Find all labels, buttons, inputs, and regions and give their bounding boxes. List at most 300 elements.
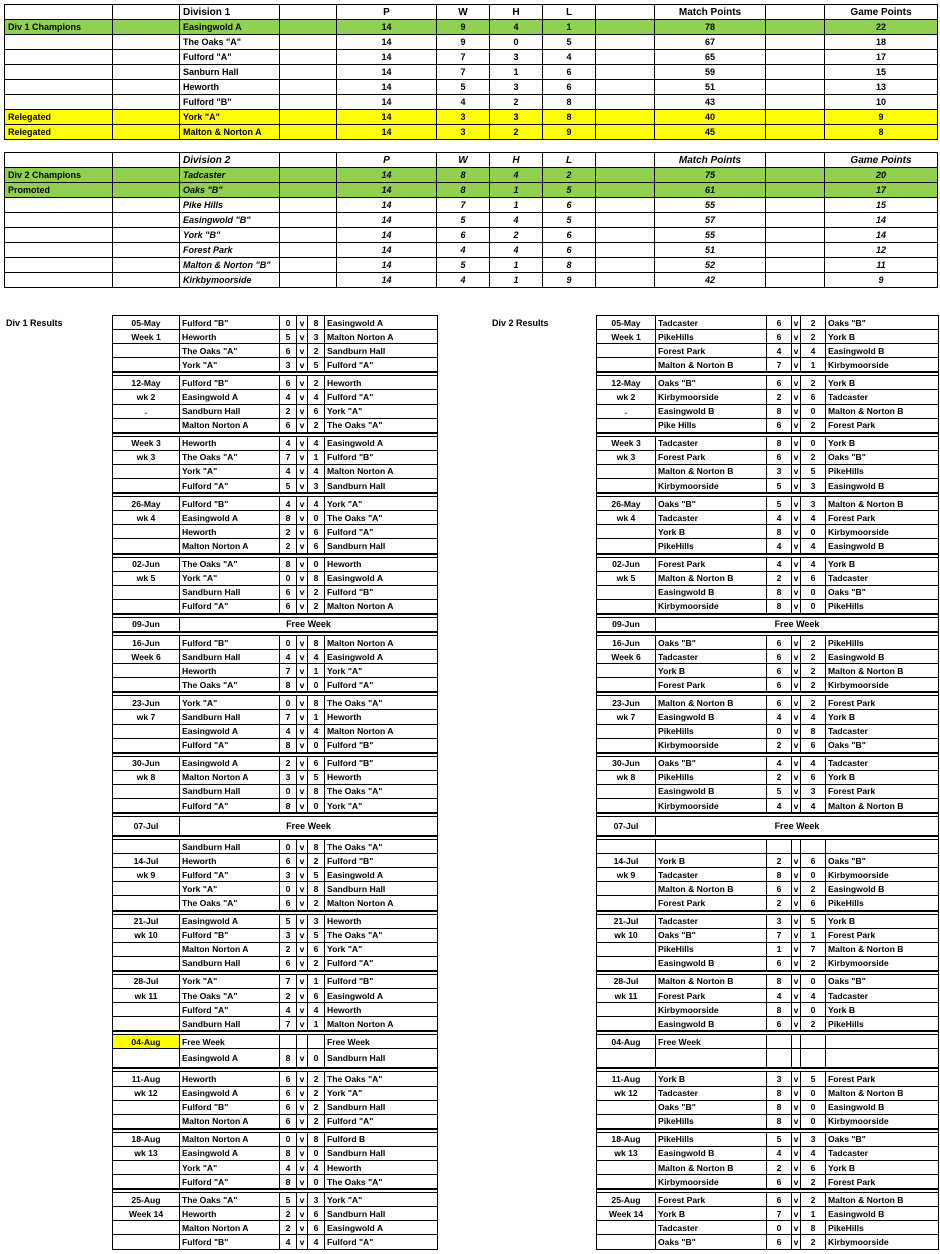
away-score: 8 xyxy=(308,635,325,649)
away-score xyxy=(801,840,826,854)
versus-label xyxy=(792,1049,801,1069)
away-team: Fulford "B" xyxy=(325,854,438,868)
versus-label: v xyxy=(297,914,308,928)
away-team: Malton & Norton B xyxy=(826,497,939,511)
played-value: 14 xyxy=(337,65,437,80)
away-score: 2 xyxy=(308,896,325,911)
match-points-value: 51 xyxy=(655,80,766,95)
home-score: 4 xyxy=(767,344,792,358)
versus-label: v xyxy=(297,854,308,868)
week-label xyxy=(597,896,656,911)
game-points-value: 17 xyxy=(825,50,938,65)
halved-value: 1 xyxy=(490,258,543,273)
week-label xyxy=(597,1017,656,1032)
versus-label: v xyxy=(297,650,308,664)
won-value: 4 xyxy=(437,243,490,258)
fixture-row xyxy=(597,316,939,330)
home-score: 5 xyxy=(767,784,792,798)
versus-label: v xyxy=(297,450,308,464)
home-team: Fulford "B" xyxy=(180,1100,280,1114)
versus-label: v xyxy=(297,710,308,724)
home-team: Malton & Norton B xyxy=(656,464,767,478)
week-label: wk 13 xyxy=(113,1146,180,1160)
game-points-value: 9 xyxy=(825,273,938,288)
away-team: York "A" xyxy=(325,664,438,678)
fixture-row xyxy=(113,479,438,494)
away-score: 6 xyxy=(308,539,325,554)
away-team: Easingwold A xyxy=(325,989,438,1003)
empty-cell xyxy=(113,65,180,80)
empty-cell xyxy=(766,258,825,273)
home-team: Easingwold A xyxy=(180,914,280,928)
home-team: Malton & Norton B xyxy=(656,696,767,710)
team-name: Oaks "B" xyxy=(180,183,280,198)
empty-cell xyxy=(113,20,180,35)
away-team: Heworth xyxy=(325,376,438,390)
versus-label: v xyxy=(297,404,308,418)
home-team: The Oaks "A" xyxy=(180,989,280,1003)
versus-label: v xyxy=(297,974,308,988)
away-score: 8 xyxy=(308,696,325,710)
home-score: 6 xyxy=(280,599,297,614)
home-team: Easingwold A xyxy=(180,724,280,738)
away-team: Fulford "A" xyxy=(325,1114,438,1129)
home-team: Forest Park xyxy=(656,1193,767,1207)
halved-value: 1 xyxy=(490,273,543,288)
empty-cell xyxy=(596,95,655,110)
home-team: The Oaks "A" xyxy=(180,1193,280,1207)
div2-results-title: Div 2 Results xyxy=(492,318,549,328)
away-score: 4 xyxy=(801,989,826,1003)
standings-row xyxy=(5,110,938,125)
week-label: Week 1 xyxy=(597,330,656,344)
away-score: 4 xyxy=(801,756,826,770)
versus-label: v xyxy=(297,539,308,554)
fixture-row xyxy=(597,1100,939,1114)
fixture-row xyxy=(597,974,939,988)
week-label xyxy=(113,585,180,599)
away-score xyxy=(801,1049,826,1069)
away-score: 4 xyxy=(308,390,325,404)
home-score: 6 xyxy=(767,882,792,896)
division-1-table xyxy=(4,4,938,140)
away-score: 8 xyxy=(801,1221,826,1235)
away-team: Tadcaster xyxy=(826,390,939,404)
away-team: York "A" xyxy=(325,799,438,814)
home-score: 7 xyxy=(280,664,297,678)
versus-label: v xyxy=(792,1146,801,1160)
home-score: 8 xyxy=(280,678,297,693)
week-label xyxy=(597,882,656,896)
away-score: 6 xyxy=(801,738,826,753)
week-label: . xyxy=(597,404,656,418)
fixture-row xyxy=(113,650,438,664)
away-team: Easingwold B xyxy=(826,882,939,896)
home-team: York "A" xyxy=(180,974,280,988)
fixture-row xyxy=(597,724,939,738)
away-score: 4 xyxy=(801,344,826,358)
away-team: The Oaks "A" xyxy=(325,696,438,710)
away-team: Fulford "B" xyxy=(325,756,438,770)
away-team: York "A" xyxy=(325,942,438,956)
fixture-row xyxy=(113,436,438,450)
fixture-row xyxy=(597,770,939,784)
home-team: Fulford "B" xyxy=(180,635,280,649)
empty-cell xyxy=(5,5,113,20)
away-score: 2 xyxy=(308,376,325,390)
fixture-row xyxy=(597,390,939,404)
fixture-row xyxy=(597,1160,939,1174)
week-label: 16-Jun xyxy=(113,635,180,649)
week-label: 28-Jul xyxy=(113,974,180,988)
away-team: Forest Park xyxy=(826,928,939,942)
versus-label: v xyxy=(297,738,308,753)
away-team: Malton Norton A xyxy=(325,599,438,614)
away-team: Forest Park xyxy=(826,511,939,525)
home-score: 2 xyxy=(767,1160,792,1174)
away-score: 4 xyxy=(801,799,826,814)
lost-value: 1 xyxy=(543,20,596,35)
home-team: Malton Norton A xyxy=(180,418,280,433)
week-label xyxy=(113,1114,180,1129)
away-team: York B xyxy=(826,914,939,928)
home-team: Malton Norton A xyxy=(180,1114,280,1129)
team-name: Kirkbymoorside xyxy=(180,273,280,288)
versus-label: v xyxy=(297,511,308,525)
lost-value: 6 xyxy=(543,65,596,80)
away-score: 4 xyxy=(308,464,325,478)
versus-label: v xyxy=(297,784,308,798)
home-score: 2 xyxy=(767,571,792,585)
away-score: 2 xyxy=(801,678,826,693)
week-label xyxy=(113,418,180,433)
home-score: 2 xyxy=(280,1207,297,1221)
fixture-row xyxy=(597,868,939,882)
away-team: Forest Park xyxy=(826,784,939,798)
fixture-row xyxy=(113,724,438,738)
home-team: Tadcaster xyxy=(656,1221,767,1235)
home-score: 6 xyxy=(767,956,792,971)
home-score: 6 xyxy=(767,664,792,678)
week-label: Week 14 xyxy=(597,1207,656,1221)
away-team: Fulford "B" xyxy=(325,450,438,464)
played-value: 14 xyxy=(337,243,437,258)
away-score: 2 xyxy=(801,418,826,433)
versus-label: v xyxy=(297,390,308,404)
home-team: Malton Norton A xyxy=(180,1132,280,1146)
away-team: Forest Park xyxy=(826,418,939,433)
away-score: 0 xyxy=(308,1175,325,1190)
away-score: 7 xyxy=(801,942,826,956)
home-score: 8 xyxy=(280,738,297,753)
fixture-row xyxy=(597,1003,939,1017)
empty-cell xyxy=(766,183,825,198)
versus-label: v xyxy=(792,1086,801,1100)
empty-cell xyxy=(280,20,337,35)
away-team: Malton & Norton B xyxy=(826,664,939,678)
home-score: 6 xyxy=(767,1017,792,1032)
versus-label: v xyxy=(792,344,801,358)
week-label xyxy=(597,1221,656,1235)
status-label: Relegated xyxy=(5,125,113,140)
away-team: Fulford "B" xyxy=(325,585,438,599)
away-team: Tadcaster xyxy=(826,724,939,738)
home-score: 7 xyxy=(280,450,297,464)
home-team: Kirbymoorside xyxy=(656,1175,767,1190)
away-score: 8 xyxy=(308,1132,325,1146)
match-points-value: 67 xyxy=(655,35,766,50)
week-label: 02-Jun xyxy=(597,557,656,571)
fixture-row xyxy=(597,599,939,614)
empty-cell xyxy=(280,50,337,65)
versus-label: v xyxy=(792,571,801,585)
week-label xyxy=(113,1049,180,1069)
empty-cell xyxy=(113,95,180,110)
versus-label: v xyxy=(792,358,801,373)
away-score: 0 xyxy=(308,1049,325,1069)
home-team: Fulford "A" xyxy=(180,1175,280,1190)
fixture-row xyxy=(597,1086,939,1100)
fixture-row xyxy=(113,974,438,988)
week-label xyxy=(113,896,180,911)
status-label xyxy=(5,65,113,80)
home-team: Sandburn Hall xyxy=(180,710,280,724)
home-team xyxy=(656,840,767,854)
away-team: Kirbymoorside xyxy=(826,1235,939,1249)
away-team: Heworth xyxy=(325,770,438,784)
away-team: PikeHills xyxy=(826,635,939,649)
fixture-row xyxy=(113,1207,438,1221)
away-score: 4 xyxy=(801,1146,826,1160)
halved-value: 1 xyxy=(490,198,543,213)
home-score: 6 xyxy=(767,1175,792,1190)
away-team: Fulford "A" xyxy=(325,1235,438,1249)
away-team: York "A" xyxy=(325,1086,438,1100)
lost-value: 6 xyxy=(543,243,596,258)
away-score: 4 xyxy=(308,1160,325,1174)
away-team: Forest Park xyxy=(826,1175,939,1190)
week-label: 02-Jun xyxy=(113,557,180,571)
away-score: 1 xyxy=(801,1207,826,1221)
team-name: Heworth xyxy=(180,80,280,95)
fixture-row xyxy=(597,696,939,710)
played-header: P xyxy=(337,153,437,168)
empty-cell xyxy=(766,213,825,228)
home-score: 6 xyxy=(280,1100,297,1114)
fixture-row xyxy=(597,376,939,390)
week-label: 18-Aug xyxy=(597,1132,656,1146)
away-score: 3 xyxy=(801,479,826,494)
home-score: 7 xyxy=(767,928,792,942)
versus-label: v xyxy=(792,770,801,784)
fixture-row xyxy=(113,557,438,571)
table-header-row xyxy=(5,153,938,168)
week-label xyxy=(597,358,656,373)
empty-cell xyxy=(596,65,655,80)
match-points-value: 45 xyxy=(655,125,766,140)
away-score: 6 xyxy=(308,942,325,956)
standings-row xyxy=(5,258,938,273)
empty-cell xyxy=(280,95,337,110)
week-label xyxy=(597,799,656,814)
home-team: Malton & Norton B xyxy=(656,974,767,988)
away-score: 0 xyxy=(801,436,826,450)
status-label xyxy=(5,198,113,213)
week-label: wk 3 xyxy=(113,450,180,464)
versus-label: v xyxy=(792,557,801,571)
week-label: 14-Jul xyxy=(113,854,180,868)
home-team: Fulford "B" xyxy=(180,928,280,942)
away-team: Tadcaster xyxy=(826,756,939,770)
standings-row xyxy=(5,35,938,50)
versus-label: v xyxy=(297,928,308,942)
home-score: 4 xyxy=(767,511,792,525)
fixture-row xyxy=(113,1049,438,1069)
home-team: Malton & Norton B xyxy=(656,882,767,896)
week-label: 05-May xyxy=(597,316,656,330)
away-team: York B xyxy=(826,557,939,571)
home-score: 2 xyxy=(280,756,297,770)
versus-label: v xyxy=(297,1146,308,1160)
home-team: The Oaks "A" xyxy=(180,557,280,571)
away-score: 8 xyxy=(308,840,325,854)
away-score: 1 xyxy=(801,928,826,942)
versus-label: v xyxy=(792,989,801,1003)
week-label xyxy=(113,1175,180,1190)
free-week-label: Free Week xyxy=(180,617,438,632)
halved-value: 1 xyxy=(490,183,543,198)
home-score: 6 xyxy=(767,635,792,649)
won-value: 7 xyxy=(437,65,490,80)
home-team: Fulford "A" xyxy=(180,599,280,614)
home-score: 2 xyxy=(767,738,792,753)
week-label: wk 2 xyxy=(113,390,180,404)
away-score: 6 xyxy=(308,1221,325,1235)
versus-label: v xyxy=(792,1114,801,1129)
status-label xyxy=(5,213,113,228)
lost-value: 4 xyxy=(543,50,596,65)
fixture-row xyxy=(597,404,939,418)
home-score: 8 xyxy=(767,404,792,418)
away-team: The Oaks "A" xyxy=(325,1175,438,1190)
away-score: 6 xyxy=(308,989,325,1003)
home-score: 3 xyxy=(280,868,297,882)
status-label xyxy=(5,35,113,50)
week-label: 21-Jul xyxy=(113,914,180,928)
empty-cell xyxy=(766,198,825,213)
home-score: 4 xyxy=(280,390,297,404)
home-score: 8 xyxy=(767,436,792,450)
home-score: 4 xyxy=(767,989,792,1003)
week-label: 11-Aug xyxy=(113,1072,180,1086)
away-score: 8 xyxy=(308,571,325,585)
empty-cell xyxy=(766,110,825,125)
match-points-value: 51 xyxy=(655,243,766,258)
away-score: 0 xyxy=(801,585,826,599)
home-score: 2 xyxy=(280,989,297,1003)
away-team: The Oaks "A" xyxy=(325,784,438,798)
week-label: wk 13 xyxy=(597,1146,656,1160)
away-team: Kirbymoorside xyxy=(826,868,939,882)
week-label: 30-Jun xyxy=(597,756,656,770)
versus-label: v xyxy=(792,868,801,882)
home-team: York "A" xyxy=(180,696,280,710)
match-points-value: 43 xyxy=(655,95,766,110)
standings-row xyxy=(5,198,938,213)
away-team: Kirbymoorside xyxy=(826,678,939,693)
away-team: Fulford "A" xyxy=(325,678,438,693)
empty-cell xyxy=(113,243,180,258)
fixture-row xyxy=(597,358,939,373)
home-team: Easingwold A xyxy=(180,1049,280,1069)
away-team: Malton Norton A xyxy=(325,896,438,911)
home-team: Fulford "A" xyxy=(180,868,280,882)
won-value: 8 xyxy=(437,183,490,198)
home-team: Easingwold B xyxy=(656,784,767,798)
fixture-row xyxy=(597,571,939,585)
versus-label: v xyxy=(297,599,308,614)
week-label xyxy=(113,738,180,753)
empty-cell xyxy=(596,258,655,273)
fixture-row xyxy=(597,840,939,854)
versus-label: v xyxy=(297,942,308,956)
away-team: Sandburn Hall xyxy=(325,1207,438,1221)
away-team: Fulford "A" xyxy=(325,390,438,404)
home-team: PikeHills xyxy=(656,1132,767,1146)
home-score: 4 xyxy=(280,497,297,511)
week-label xyxy=(597,525,656,539)
fixture-row xyxy=(597,436,939,450)
fixture-row xyxy=(113,914,438,928)
away-team: York B xyxy=(826,1003,939,1017)
home-team: Tadcaster xyxy=(656,511,767,525)
versus-label: v xyxy=(297,1100,308,1114)
home-score: 7 xyxy=(280,710,297,724)
team-name: The Oaks "A" xyxy=(180,35,280,50)
home-team: Fulford "A" xyxy=(180,738,280,753)
home-team: Kirbymoorside xyxy=(656,599,767,614)
away-team: York B xyxy=(826,330,939,344)
home-score: 6 xyxy=(280,956,297,971)
week-label xyxy=(597,1235,656,1249)
home-team: Malton & Norton B xyxy=(656,1160,767,1174)
versus-label: v xyxy=(792,1207,801,1221)
away-team: Easingwold B xyxy=(826,1100,939,1114)
home-score: 6 xyxy=(280,1114,297,1129)
match-points-value: 55 xyxy=(655,198,766,213)
fixture-row xyxy=(597,511,939,525)
empty-cell xyxy=(280,243,337,258)
week-label: wk 4 xyxy=(113,511,180,525)
away-score: 0 xyxy=(801,1114,826,1129)
home-team: The Oaks "A" xyxy=(180,896,280,911)
week-label: wk 10 xyxy=(113,928,180,942)
away-team: Malton Norton A xyxy=(325,330,438,344)
away-score: 0 xyxy=(308,799,325,814)
home-score: 5 xyxy=(280,479,297,494)
lost-value: 2 xyxy=(543,168,596,183)
fixture-row xyxy=(597,1193,939,1207)
halved-value: 4 xyxy=(490,20,543,35)
division-header: Division 2 xyxy=(180,153,280,168)
versus-label: v xyxy=(297,1114,308,1129)
versus-label: v xyxy=(297,571,308,585)
fixture-row xyxy=(113,1146,438,1160)
fixture-row xyxy=(113,1235,438,1249)
played-value: 14 xyxy=(337,228,437,243)
empty-cell xyxy=(280,183,337,198)
away-team: Oaks "B" xyxy=(826,738,939,753)
